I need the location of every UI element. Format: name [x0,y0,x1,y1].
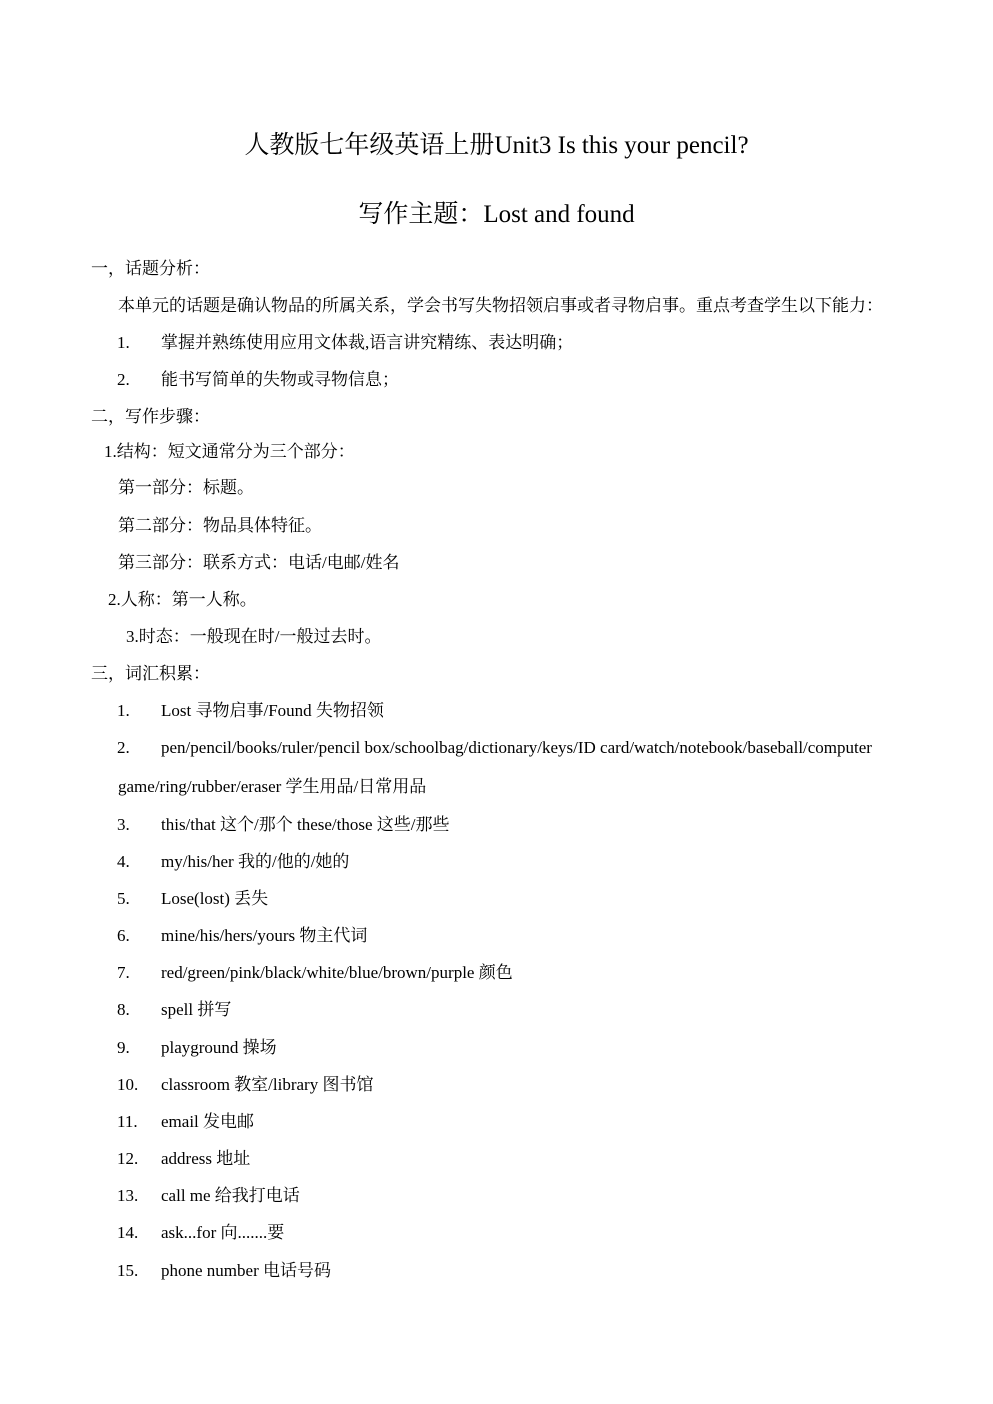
step-person: 2.人称：第一人称。 [108,590,257,609]
document-title: 人教版七年级英语上册Unit3 Is this your pencil? [244,132,749,159]
vocab-item-text: red/green/pink/black/white/blue/brown/purple 颜色 [161,963,513,982]
vocab-item-text: phone number 电话号码 [161,1261,331,1280]
vocab-item-number: 13. [117,1186,139,1205]
step-part-three: 第三部分：联系方式：电话/电邮/姓名 [118,553,400,572]
vocab-item-text: call me 给我打电话 [161,1186,300,1205]
vocab-item-number: 4. [117,852,130,871]
vocab-item-text: email 发电邮 [161,1112,255,1131]
vocab-item-number: 2. [117,738,130,757]
vocab-item-number: 5. [117,889,130,908]
section-heading-writing-steps: 二，写作步骤： [91,407,210,426]
vocab-item-text: pen/pencil/books/ruler/pencil box/schoolbag/dictionary/keys/ID card/watch/notebook/baseball/computer [161,738,872,757]
vocab-item-number: 6. [117,926,130,945]
vocab-item-text: playground 操场 [161,1038,277,1057]
vocab-item-text: mine/his/hers/yours 物主代词 [161,926,368,945]
vocab-item-number: 8. [117,1000,130,1019]
vocab-item-text: classroom 教室/library 图书馆 [161,1075,374,1094]
list-item-text: 能书写简单的失物或寻物信息； [161,370,399,389]
step-part-one: 第一部分：标题。 [118,478,254,497]
section-heading-topic-analysis: 一，话题分析： [91,259,210,278]
vocab-item-number: 7. [117,963,130,982]
vocab-item-number: 9. [117,1038,130,1057]
vocab-item-continuation: game/ring/rubber/eraser 学生用品/日常用品 [118,777,427,796]
step-tense: 3.时态：一般现在时/一般过去时。 [126,627,382,646]
vocab-item-text: my/his/her 我的/他的/她的 [161,852,350,871]
section-heading-vocabulary: 三，词汇积累： [91,664,210,683]
vocab-item-text: this/that 这个/那个 these/those 这些/那些 [161,815,450,834]
vocab-item-number: 11. [117,1112,138,1131]
vocab-item-text: address 地址 [161,1149,251,1168]
vocab-item-number: 14. [117,1223,139,1242]
vocab-item-number: 15. [117,1261,139,1280]
vocab-item-number: 10. [117,1075,139,1094]
list-item-number: 1. [117,333,130,352]
step-part-two: 第二部分：物品具体特征。 [118,516,322,535]
vocab-item-number: 12. [117,1149,139,1168]
vocab-item-text: ask...for 向.......要 [161,1223,285,1242]
list-item-number: 2. [117,370,130,389]
vocab-item-text: spell 拼写 [161,1000,232,1019]
list-item-text: 掌握并熟练使用应用文体裁,语言讲究精练、表达明确； [161,333,574,352]
vocab-item-text: Lose(lost) 丢失 [161,889,269,908]
vocab-item-number: 3. [117,815,130,834]
section-intro-paragraph: 本单元的话题是确认物品的所属关系，学会书写失物招领启事或者寻物启事。重点考查学生以下能力： [118,296,883,315]
step-structure: 1.结构：短文通常分为三个部分： [104,442,355,461]
vocab-item-text: Lost 寻物启事/Found 失物招领 [161,701,384,720]
vocab-item-number: 1. [117,701,130,720]
document-subtitle: 写作主题：Lost and found [358,201,635,228]
